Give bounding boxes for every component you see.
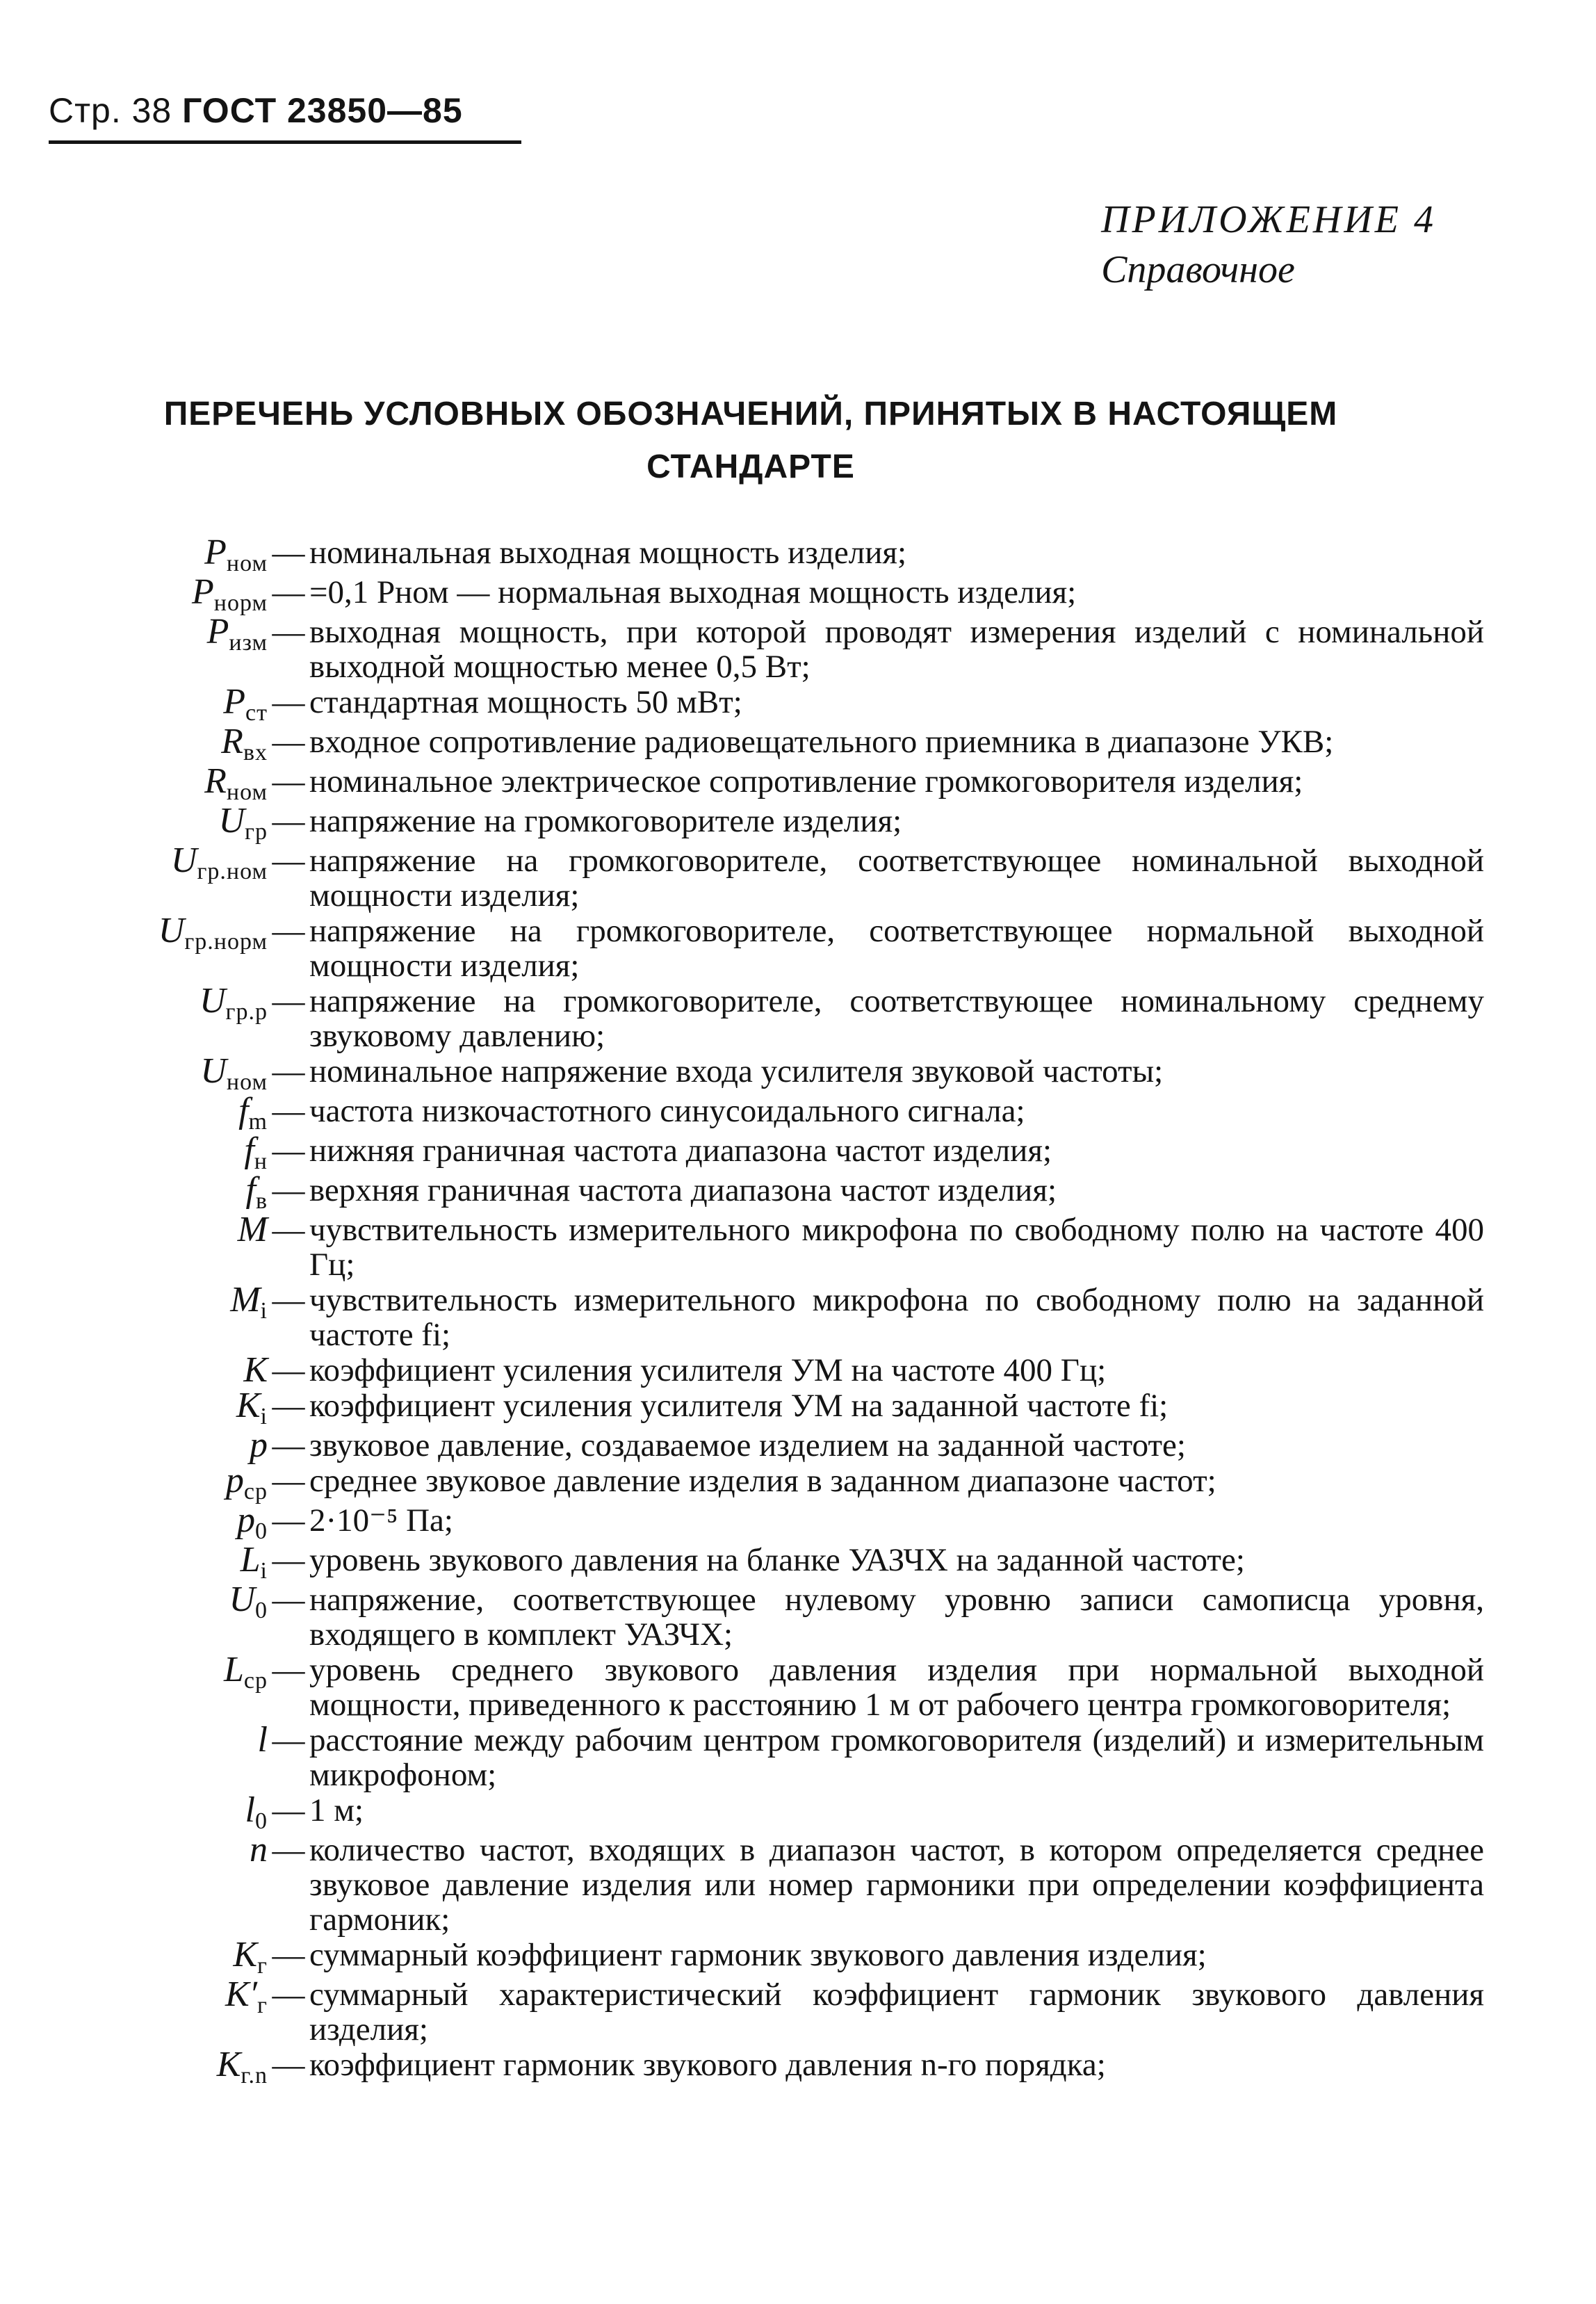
separator-dash: — — [272, 614, 305, 650]
symbol-subscript: ср — [243, 1479, 268, 1504]
symbol-definition: напряжение на громкоговорителе, соответствующее нормальной выходной мощности изделия; — [309, 913, 1484, 984]
symbol-definition: уровень звукового давления на бланке УАЗЧХ на заданной частоте; — [309, 1542, 1245, 1578]
symbol-entry — [0, 1280, 1596, 1353]
title-line-2: СТАНДАРТЕ — [646, 448, 855, 485]
symbol-definition: суммарный характеристический коэффициент гармоник звукового давления изделия; — [309, 1977, 1484, 2047]
symbol — [0, 911, 268, 955]
symbol-definition: номинальное напряжение входа усилителя звуковой частоты; — [309, 1053, 1164, 1089]
symbol-definition: чувствительность измерительного микрофона по свободному полю на частоте 400 Гц; — [309, 1212, 1484, 1283]
symbol-subscript: ном — [226, 1069, 268, 1095]
separator-dash: — — [272, 1282, 305, 1318]
symbol-definition: напряжение на громкоговорителе, соответствующее номинальной выходной мощности изделия; — [309, 843, 1484, 914]
symbol — [0, 1974, 268, 2018]
symbol-definition: входное сопротивление радиовещательного приемника в диапазоне УКВ; — [309, 724, 1334, 760]
separator-dash: — — [272, 1053, 305, 1089]
symbol-entry — [0, 572, 1596, 616]
separator-dash: — — [272, 1093, 305, 1129]
separator-dash: — — [272, 803, 305, 839]
symbol — [0, 1540, 268, 1584]
separator-dash: — — [272, 1977, 305, 2013]
symbol-subscript: гр.ном — [197, 859, 268, 884]
symbol-entry — [0, 1170, 1596, 1214]
symbol — [0, 1425, 268, 1465]
symbol-subscript: i — [260, 1298, 268, 1324]
symbol-letter: P — [206, 612, 229, 651]
symbol-entry — [0, 1463, 1596, 1502]
separator-dash: — — [272, 913, 305, 949]
symbol-entry — [0, 1935, 1596, 1979]
page-number: Стр. 38 — [49, 91, 172, 130]
symbol-entry — [0, 1212, 1596, 1282]
header-rule — [49, 140, 521, 144]
symbol-entry — [0, 724, 1596, 763]
symbol-letter: P — [192, 572, 214, 612]
symbol-definition: коэффициент усиления усилителя УМ на заданной частоте fi; — [309, 1388, 1168, 1424]
symbol — [0, 843, 268, 882]
symbol — [0, 1790, 268, 1834]
symbol-letter: L — [223, 1650, 244, 1689]
separator-dash: — — [272, 1722, 305, 1758]
symbol-definition: напряжение, соответствующее нулевому уровню записи самописца уровня, входящего в комплект УАЗЧХ; — [309, 1582, 1484, 1653]
document-title — [125, 388, 1376, 494]
symbol-entry — [0, 1790, 1596, 1834]
symbol-letter: f — [238, 1091, 249, 1130]
symbol-subscript: 0 — [255, 1808, 268, 1834]
symbol-letter: M — [237, 1210, 268, 1249]
symbol-list — [0, 535, 1596, 2087]
separator-dash: — — [272, 763, 305, 800]
symbol-entry — [0, 981, 1596, 1054]
symbol-letter: P — [223, 682, 246, 722]
symbol-subscript: гр.р — [225, 999, 268, 1025]
symbol-letter: U — [218, 801, 245, 841]
symbol — [0, 761, 268, 805]
symbol-entry — [0, 1974, 1596, 2047]
symbol — [0, 535, 268, 574]
symbol-letter: f — [245, 1170, 256, 1210]
separator-dash: — — [272, 1582, 305, 1618]
symbol-definition: номинальная выходная мощность изделия; — [309, 535, 907, 571]
symbol-subscript: г.n — [241, 2063, 268, 2088]
symbol-entry — [0, 1830, 1596, 1938]
symbol-definition: коэффициент усиления усилителя УМ на частоте 400 Гц; — [309, 1352, 1107, 1388]
symbol-entry — [0, 1720, 1596, 1793]
symbol — [0, 1500, 268, 1544]
symbol-definition: коэффициент гармоник звукового давления n-го порядка; — [309, 2047, 1106, 2083]
separator-dash: — — [272, 983, 305, 1019]
symbol-definition: суммарный коэффициент гармоник звукового давления изделия; — [309, 1937, 1207, 1973]
separator-dash: — — [272, 1542, 305, 1578]
symbol-subscript: г — [257, 1953, 268, 1979]
symbol-entry — [0, 1051, 1596, 1095]
symbol-entry — [0, 911, 1596, 984]
symbol-subscript: ср — [243, 1668, 268, 1694]
symbol — [0, 1170, 268, 1214]
symbol — [0, 1650, 268, 1694]
symbol-entry — [0, 843, 1596, 913]
symbol-entry — [0, 1388, 1596, 1427]
symbol-letter: U — [199, 981, 226, 1021]
symbol — [0, 1582, 268, 1621]
symbol-entry — [0, 1130, 1596, 1174]
symbol-entry — [0, 1540, 1596, 1584]
symbol-entry — [0, 1500, 1596, 1544]
symbol-letter: U — [170, 841, 197, 880]
separator-dash: — — [272, 684, 305, 720]
separator-dash: — — [272, 535, 305, 571]
appendix-subtitle: Справочное — [1101, 248, 1295, 291]
symbol-entry — [0, 612, 1596, 685]
symbol — [0, 801, 268, 845]
standard-number: ГОСТ 23850—85 — [182, 91, 463, 130]
symbol-letter: K — [216, 2045, 241, 2084]
symbol-definition: количество частот, входящих в диапазон частот, в котором определяется среднее звуковое давление изделия или номер гармоники при определении коэффициента гармоник; — [309, 1832, 1484, 1938]
symbol — [0, 724, 268, 763]
separator-dash: — — [272, 1832, 305, 1868]
symbol-subscript: i — [260, 1404, 268, 1429]
symbol-letter: U — [229, 1580, 255, 1619]
symbol-subscript: m — [248, 1109, 268, 1135]
symbol-subscript: н — [254, 1149, 268, 1174]
symbol — [0, 1280, 268, 1324]
symbol-entry — [0, 1350, 1596, 1390]
symbol-letter: L — [240, 1540, 261, 1580]
symbol-letter: K — [233, 1935, 258, 1974]
symbol-definition: напряжение на громкоговорителе, соответствующее номинальному среднему звуковому давлению; — [309, 983, 1484, 1054]
symbol-letter: K — [243, 1350, 268, 1390]
separator-dash: — — [272, 1652, 305, 1688]
symbol-definition: номинальное электрическое сопротивление громкоговорителя изделия; — [309, 763, 1303, 800]
separator-dash: — — [272, 1352, 305, 1388]
symbol — [0, 2047, 268, 2086]
symbol-definition: стандартная мощность 50 мВт; — [309, 684, 742, 720]
symbol-entry — [0, 761, 1596, 805]
symbol-definition: уровень среднего звукового давления изделия при нормальной выходной мощности, приведенного к расстоянию 1 м от рабочего центра громкоговорителя; — [309, 1652, 1484, 1723]
symbol-definition: среднее звуковое давление изделия в заданном диапазоне частот; — [309, 1463, 1216, 1499]
symbol-letter: R — [204, 761, 227, 801]
symbol-definition: чувствительность измерительного микрофона по свободному полю на заданной частоте fi; — [309, 1282, 1484, 1353]
symbol-definition: частота низкочастотного синусоидального сигнала; — [309, 1093, 1025, 1129]
appendix-title: ПРИЛОЖЕНИЕ 4 — [1101, 198, 1436, 241]
symbol — [0, 1212, 268, 1247]
symbol-entry — [0, 1582, 1596, 1652]
symbol-subscript: ном — [226, 551, 268, 576]
symbol-entry — [0, 1091, 1596, 1135]
symbol-letter: P — [204, 533, 227, 572]
symbol-definition: звуковое давление, создаваемое изделием на заданной частоте; — [309, 1427, 1186, 1463]
symbol — [0, 1935, 268, 1979]
symbol-subscript: гр — [245, 819, 268, 845]
symbol-definition: напряжение на громкоговорителе изделия; — [309, 803, 902, 839]
symbol-subscript: гр.норм — [184, 929, 268, 955]
symbol-definition: верхняя граничная частота диапазона частот изделия; — [309, 1172, 1057, 1208]
separator-dash: — — [272, 1792, 305, 1828]
symbol-subscript: норм — [213, 590, 268, 616]
separator-dash: — — [272, 1172, 305, 1208]
separator-dash: — — [272, 1388, 305, 1424]
symbol-letter: K — [236, 1386, 261, 1425]
symbol-subscript: 0 — [255, 1598, 268, 1623]
separator-dash: — — [272, 1463, 305, 1499]
symbol-letter: p — [250, 1425, 268, 1465]
symbol-letter: U — [158, 911, 185, 950]
symbol-letter: K′ — [225, 1974, 258, 2014]
separator-dash: — — [272, 1212, 305, 1248]
symbol-entry — [0, 2047, 1596, 2086]
symbol — [0, 1830, 268, 1869]
symbol — [0, 1350, 268, 1390]
symbol-letter: p — [237, 1500, 255, 1540]
symbol-letter: f — [244, 1130, 254, 1170]
symbol — [0, 981, 268, 1025]
symbol-definition: 2·10⁻⁵ Па; — [309, 1502, 453, 1539]
symbol-entry — [0, 682, 1596, 726]
symbol — [0, 1091, 268, 1135]
symbol-definition: 1 м; — [309, 1792, 364, 1828]
separator-dash: — — [272, 1427, 305, 1463]
symbol — [0, 1130, 268, 1174]
symbol-definition: выходная мощность, при которой проводят измерения изделий с номинальной выходной мощностью менее 0,5 Вт; — [309, 614, 1484, 685]
title-line-1: ПЕРЕЧЕНЬ УСЛОВНЫХ ОБОЗНАЧЕНИЙ, ПРИНЯТЫХ В НАСТОЯЩЕМ — [163, 396, 1338, 432]
symbol-subscript: i — [260, 1558, 268, 1584]
symbol — [0, 682, 268, 726]
symbol-letter: U — [200, 1051, 227, 1091]
symbol-subscript: 0 — [255, 1518, 268, 1544]
symbol-letter: M — [230, 1280, 261, 1320]
separator-dash: — — [272, 574, 305, 610]
symbol-subscript: ном — [226, 779, 268, 805]
symbol-definition: расстояние между рабочим центром громкоговорителя (изделий) и измерительным микрофоном; — [309, 1722, 1484, 1793]
symbol-letter: l — [245, 1790, 255, 1830]
symbol — [0, 1051, 268, 1095]
separator-dash: — — [272, 1133, 305, 1169]
symbol-letter: p — [225, 1461, 244, 1500]
symbol-letter: R — [221, 722, 243, 761]
separator-dash: — — [272, 724, 305, 760]
symbol-definition: нижняя граничная частота диапазона частот изделия; — [309, 1133, 1052, 1169]
separator-dash: — — [272, 843, 305, 879]
symbol — [0, 1463, 268, 1502]
separator-dash: — — [272, 2047, 305, 2083]
symbol-entry — [0, 1425, 1596, 1465]
symbol — [0, 1720, 268, 1760]
appendix-block — [1101, 195, 1436, 295]
symbol-subscript: изм — [229, 630, 268, 656]
symbol-subscript: вх — [243, 740, 268, 765]
page-header — [49, 90, 463, 131]
symbol-definition: =0,1 Pном — нормальная выходная мощность изделия; — [309, 574, 1077, 610]
symbol-letter: n — [250, 1830, 268, 1869]
symbol — [0, 1388, 268, 1427]
symbol-letter: l — [257, 1720, 268, 1760]
symbol — [0, 612, 268, 656]
symbol-entry — [0, 535, 1596, 574]
separator-dash: — — [272, 1502, 305, 1539]
symbol-subscript: в — [255, 1188, 268, 1214]
symbol — [0, 572, 268, 616]
symbol-entry — [0, 1650, 1596, 1723]
separator-dash: — — [272, 1937, 305, 1973]
symbol-subscript: ст — [245, 700, 268, 726]
symbol-entry — [0, 801, 1596, 845]
symbol-subscript: г — [257, 1993, 268, 2018]
